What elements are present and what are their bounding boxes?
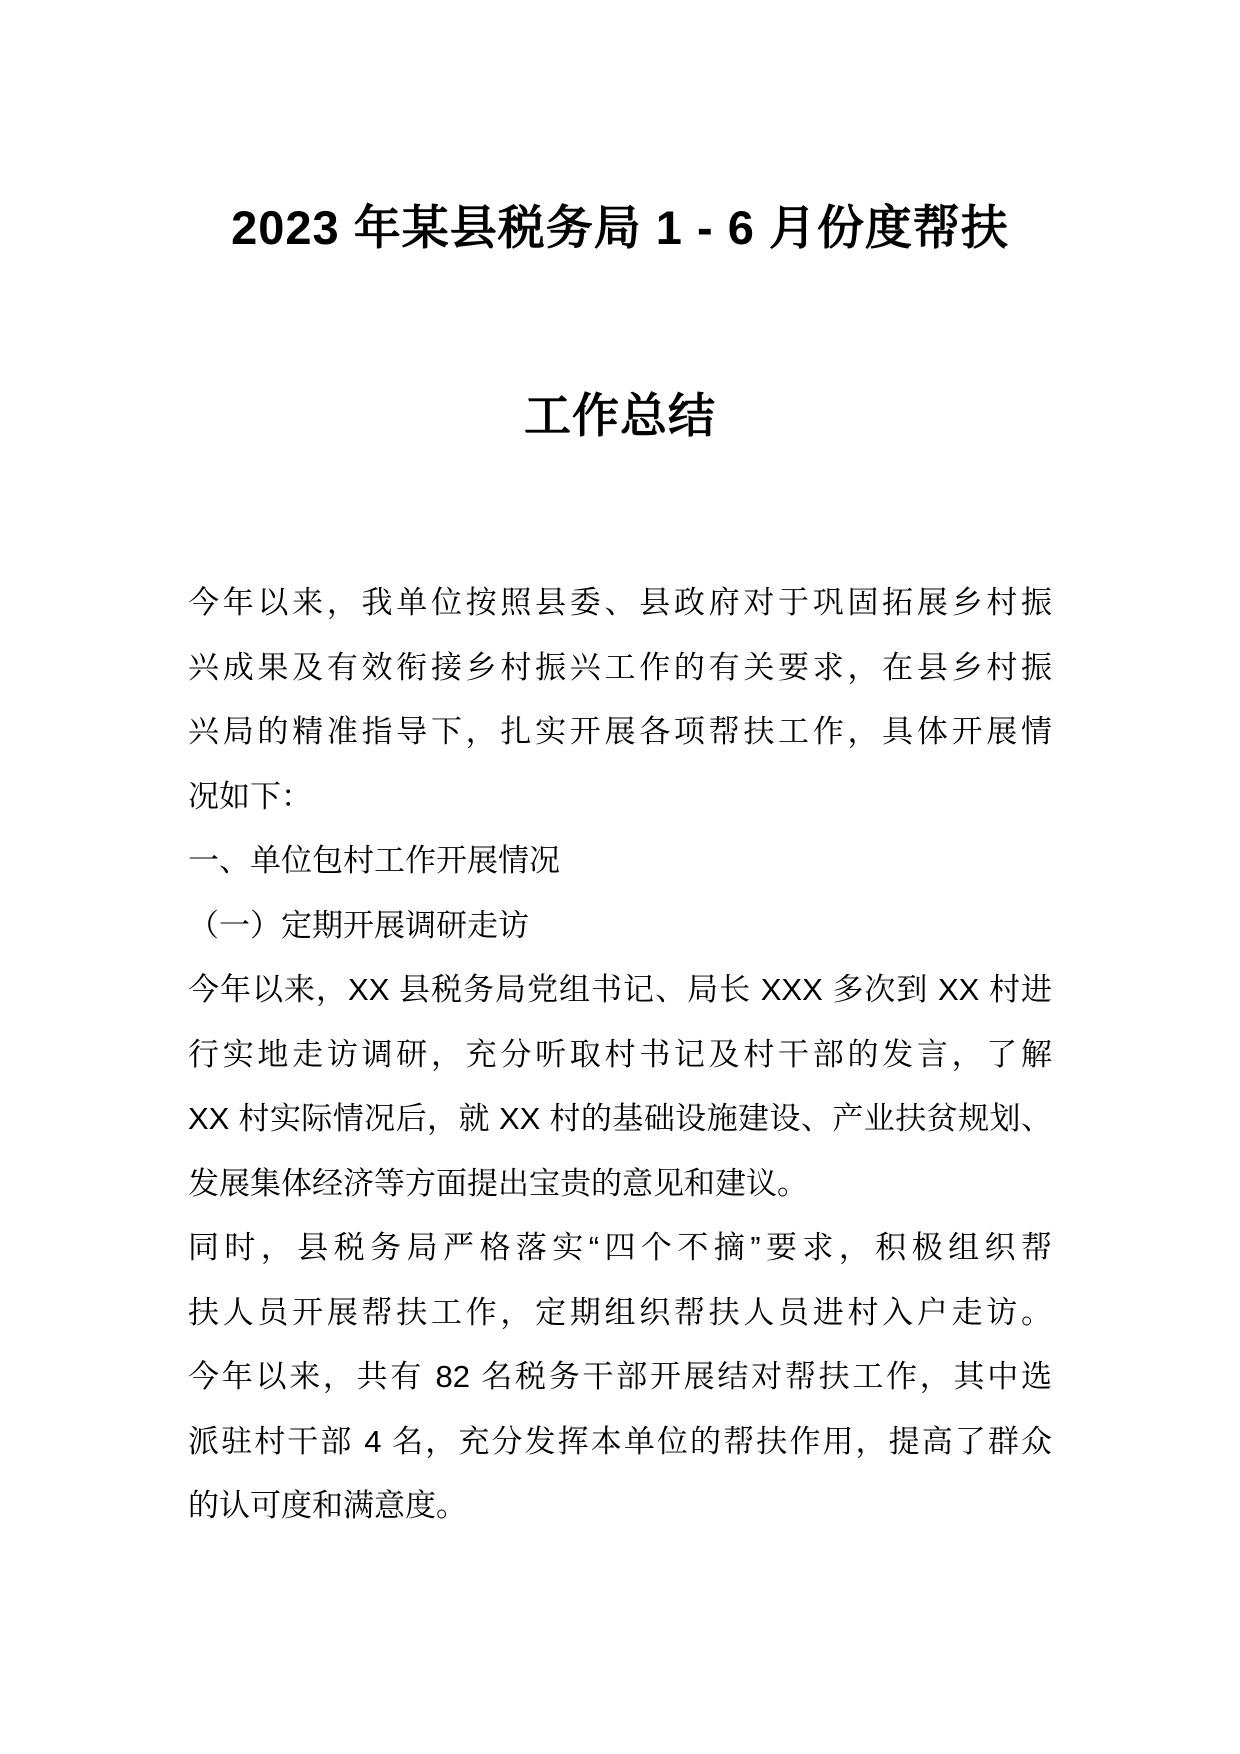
text-line: 今年以来，我单位按照县委、县政府对于巩固拓展乡村振 — [188, 585, 1052, 620]
text-line: 发展集体经济等方面提出宝贵的意见和建议。 — [188, 1165, 808, 1201]
text-line: 同时，县税务局严格落实“四个不摘”要求，积极组织帮 — [188, 1230, 1052, 1265]
document-title-line-1: 2023 年某县税务局 1 - 6 月份度帮扶 — [231, 201, 1009, 254]
section-heading: 一、单位包村工作开展情况 — [188, 843, 560, 878]
document-body — [188, 571, 1052, 1539]
text-line: 行实地走访调研，充分听取村书记及村干部的发言，了解 — [188, 1036, 1052, 1072]
text-line: 的认可度和满意度。 — [188, 1488, 467, 1523]
text-line: 今年以来，XX 县税务局党组书记、局长 XXX 多次到 XX 村进 — [188, 972, 1052, 1007]
text-line: 扶人员开展帮扶工作，定期组织帮扶人员进村入户走访。 — [188, 1294, 1052, 1330]
text-line: 兴局的精准指导下，扎实开展各项帮扶工作，具体开展情 — [188, 714, 1052, 749]
text-line: 况如下： — [188, 778, 312, 814]
text-line: 派驻村干部 4 名，充分发挥本单位的帮扶作用，提高了群众 — [188, 1423, 1052, 1459]
text-line: 兴成果及有效衔接乡村振兴工作的有关要求，在县乡村振 — [188, 649, 1052, 685]
subsection-heading: （一）定期开展调研走访 — [188, 907, 529, 943]
text-line: XX 村实际情况后，就 XX 村的基础设施建设、产业扶贫规划、 — [188, 1101, 1052, 1136]
text-line: 今年以来，共有 82 名税务干部开展结对帮扶工作，其中选 — [188, 1359, 1052, 1394]
document-title-line-2: 工作总结 — [524, 389, 716, 442]
